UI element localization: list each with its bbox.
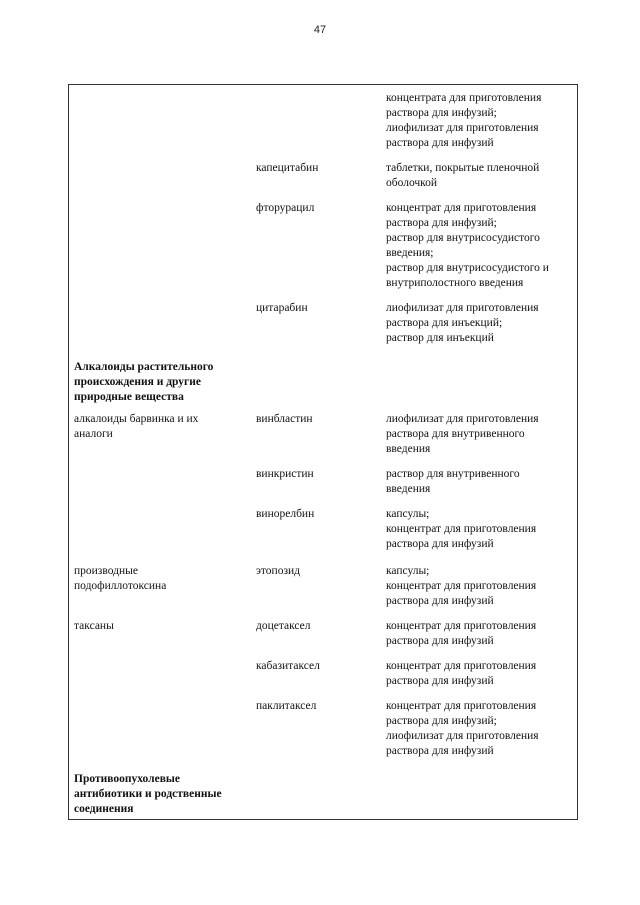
dosage-form-cell: [386, 467, 574, 497]
dosage-form-cell-line: концентрат для приготовления: [386, 620, 537, 632]
dosage-form-cell-line: введения;: [386, 247, 434, 259]
dosage-form-cell: [386, 507, 574, 552]
drug-name-cell-line: капецитабин: [256, 162, 319, 174]
dosage-form-cell-line: таблетки, покрытые пленочной: [386, 162, 540, 174]
dosage-form-cell-line: раствор для внутривенного: [386, 468, 520, 480]
dosage-form-cell: [386, 619, 574, 649]
drug-table: [68, 84, 578, 820]
drug-name-cell-line: винкристин: [256, 468, 314, 480]
group-cell-line: Алкалоиды растительного: [74, 361, 214, 373]
dosage-form-cell-line: раствора для инфузий;: [386, 217, 497, 229]
dosage-form-cell-line: раствор для инъекций: [386, 332, 494, 344]
dosage-form-cell-line: раствора для инфузий: [386, 675, 494, 687]
dosage-form-cell-line: раствора для инъекций;: [386, 317, 503, 329]
drug-name-cell: [256, 659, 381, 674]
dosage-form-cell-line: оболочкой: [386, 177, 438, 189]
group-cell-line: соединения: [74, 803, 134, 815]
drug-name-cell: [256, 467, 381, 482]
group-cell: [74, 412, 250, 442]
drug-name-cell: [256, 564, 381, 579]
group-cell: [74, 619, 250, 634]
group-cell: [74, 360, 250, 405]
group-cell: [74, 564, 250, 594]
group-cell-line: природные вещества: [74, 391, 184, 403]
drug-name-cell-line: этопозид: [256, 565, 301, 577]
dosage-form-cell-line: раствор для внутрисосудистого: [386, 232, 540, 244]
group-cell-line: аналоги: [74, 428, 113, 440]
dosage-form-cell-line: лиофилизат для приготовления: [386, 413, 539, 425]
dosage-form-cell-line: раствор для внутрисосудистого и: [386, 262, 549, 274]
dosage-form-cell: [386, 659, 574, 689]
drug-name-cell-line: кабазитаксел: [256, 660, 320, 672]
dosage-form-cell: [386, 301, 574, 346]
drug-name-cell: [256, 507, 381, 522]
dosage-form-cell-line: раствора для инфузий: [386, 635, 494, 647]
drug-name-cell: [256, 201, 381, 216]
drug-name-cell: [256, 619, 381, 634]
dosage-form-cell: [386, 699, 574, 759]
dosage-form-cell-line: введения: [386, 443, 431, 455]
dosage-form-cell-line: лиофилизат для приготовления: [386, 730, 539, 742]
dosage-form-cell-line: капсулы;: [386, 565, 430, 577]
dosage-form-cell-line: введения: [386, 483, 431, 495]
dosage-form-cell-line: концентрат для приготовления: [386, 700, 537, 712]
drug-name-cell: [256, 161, 381, 176]
dosage-form-cell-line: концентрат для приготовления: [386, 580, 537, 592]
dosage-form-cell-line: концентрат для приготовления: [386, 523, 537, 535]
dosage-form-cell-line: раствора для инфузий: [386, 745, 494, 757]
drug-name-cell-line: винорелбин: [256, 508, 315, 520]
dosage-form-cell-line: лиофилизат для приготовления: [386, 122, 539, 134]
drug-name-cell-line: цитарабин: [256, 302, 308, 314]
dosage-form-cell-line: лиофилизат для приготовления: [386, 302, 539, 314]
group-cell-line: происхождения и другие: [74, 376, 201, 388]
page-number: 47: [313, 24, 327, 36]
group-cell-line: антибиотики и родственные: [74, 788, 222, 800]
group-cell-line: подофиллотоксина: [74, 580, 167, 592]
drug-name-cell: [256, 699, 381, 714]
dosage-form-cell-line: внутриполостного введения: [386, 277, 524, 289]
dosage-form-cell: [386, 412, 574, 457]
drug-name-cell-line: винбластин: [256, 413, 313, 425]
dosage-form-cell: [386, 161, 574, 191]
dosage-form-cell-line: раствора для инфузий: [386, 538, 494, 550]
dosage-form-cell-line: капсулы;: [386, 508, 430, 520]
dosage-form-cell-line: раствора для внутривенного: [386, 428, 525, 440]
drug-name-cell-line: фторурацил: [256, 202, 315, 214]
group-cell-line: производные: [74, 565, 138, 577]
dosage-form-cell-line: концентрата для приготовления: [386, 92, 542, 104]
group-cell-line: алкалоиды барвинка и их: [74, 413, 199, 425]
dosage-form-cell: [386, 91, 574, 151]
group-cell-line: Противоопухолевые: [74, 773, 180, 785]
drug-name-cell-line: доцетаксел: [256, 620, 311, 632]
dosage-form-cell-line: раствора для инфузий: [386, 595, 494, 607]
drug-name-cell: [256, 301, 381, 316]
dosage-form-cell: [386, 201, 574, 291]
dosage-form-cell-line: раствора для инфузий;: [386, 715, 497, 727]
drug-name-cell: [256, 412, 381, 427]
dosage-form-cell-line: раствора для инфузий;: [386, 107, 497, 119]
drug-name-cell-line: паклитаксел: [256, 700, 317, 712]
dosage-form-cell-line: концентрат для приготовления: [386, 660, 537, 672]
dosage-form-cell-line: концентрат для приготовления: [386, 202, 537, 214]
dosage-form-cell: [386, 564, 574, 609]
dosage-form-cell-line: раствора для инфузий: [386, 137, 494, 149]
group-cell: [74, 772, 250, 817]
group-cell-line: таксаны: [74, 620, 114, 632]
